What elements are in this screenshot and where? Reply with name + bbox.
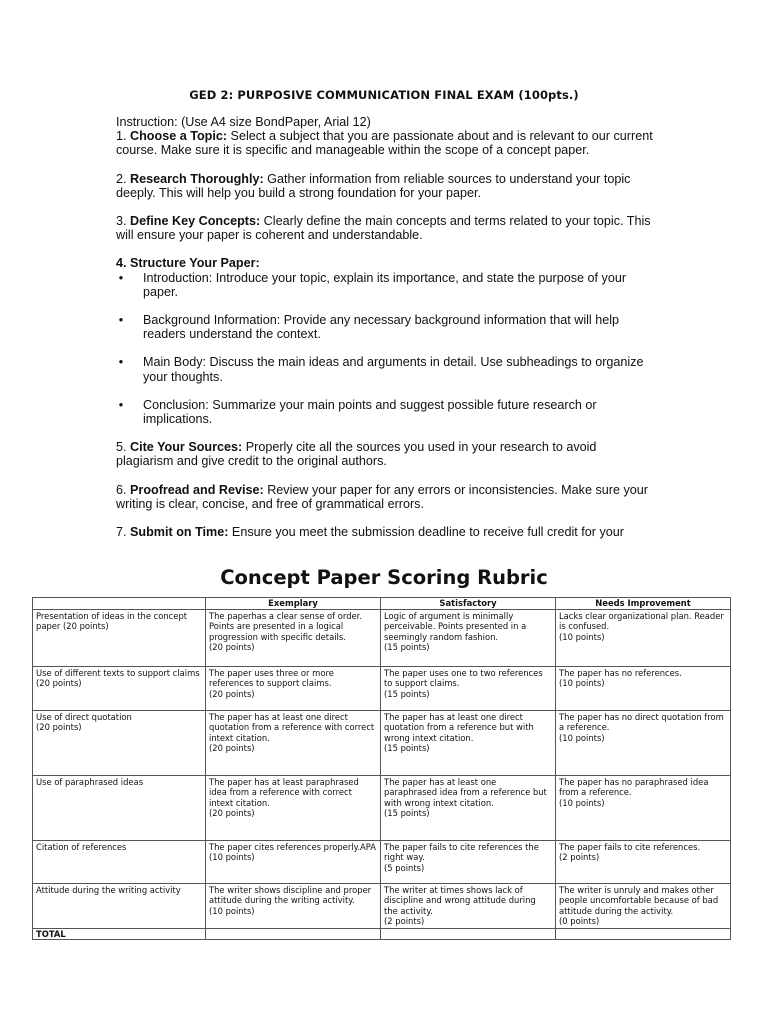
satisfactory-cell: The paper uses one to two references to support claims. (15 points) (381, 667, 556, 711)
total-row (33, 928, 731, 939)
criterion-cell: Citation of references (33, 841, 206, 884)
exemplary-cell: The paper has at least paraphrased idea from a reference with correct intext citation. (20 points) (206, 776, 381, 841)
total-label: TOTAL (33, 928, 206, 939)
satisfactory-cell: The writer at times shows lack of discipline and wrong attitude during the activity. (2 points) (381, 884, 556, 929)
bullet-conclusion: • Conclusion: Summarize your main points and suggest possible future research or implications. (116, 398, 656, 426)
bullet-background: • Background Information: Provide any necessary background information that will help readers understand the context. (116, 313, 656, 341)
satisfactory-cell: The paper has at least one direct quotation from a reference but with wrong intext citation. (15 points) (381, 711, 556, 776)
needs-improvement-cell: The paper has no direct quotation from a reference. (10 points) (556, 711, 731, 776)
table-row (33, 667, 731, 711)
satisfactory-cell: The paper fails to cite references the right way. (5 points) (381, 841, 556, 884)
table-row (33, 610, 731, 667)
satisfactory-cell: The paper has at least one paraphrased idea from a reference but with wrong intext citation. (15 points) (381, 776, 556, 841)
steps-list (116, 129, 656, 554)
step-1: 1. Choose a Topic: Select a subject that you are passionate about and is relevant to our current course. Make sure it is specific and manageable within the scope of a concept paper. (116, 129, 653, 158)
criterion-cell: Presentation of ideas in the concept paper (20 points) (33, 610, 206, 667)
exemplary-cell: The paperhas a clear sense of order. Points are presented in a logical progression with specific details. (20 points) (206, 610, 381, 667)
structure-bullets (116, 271, 656, 427)
exemplary-cell: The paper uses three or more references to support claims. (20 points) (206, 667, 381, 711)
exemplary-cell: The paper has at least one direct quotation from a reference with correct intext citation. (20 points) (206, 711, 381, 776)
header-satisfactory: Satisfactory (381, 598, 556, 610)
step-6: 6. Proofread and Revise: Review your paper for any errors or inconsistencies. Make sure your writing is clear, concise, and free of grammatical errors. (116, 482, 648, 511)
step-2: 2. Research Thoroughly: Gather information from reliable sources to understand your topic deeply. This will help you build a strong foundation for your paper. (116, 171, 631, 200)
criterion-cell: Attitude during the writing activity (33, 884, 206, 929)
needs-improvement-cell: The paper fails to cite references. (2 points) (556, 841, 731, 884)
satisfactory-cell: Logic of argument is minimally perceivable. Points presented in a seemingly random fashion. (15 points) (381, 610, 556, 667)
table-row (33, 711, 731, 776)
table-row (33, 841, 731, 884)
rubric-header-row (33, 598, 731, 610)
header-needs-improvement: Needs Improvement (556, 598, 731, 610)
total-satisfactory-cell (381, 928, 556, 939)
bullet-icon: • (118, 355, 124, 370)
bullet-main-body: • Main Body: Discuss the main ideas and arguments in detail. Use subheadings to organize your thoughts. (116, 355, 656, 383)
total-needs-improvement-cell (556, 928, 731, 939)
step-7: 7. Submit on Time: Ensure you meet the submission deadline to receive full credit for your (116, 525, 624, 540)
rubric-table (32, 597, 731, 940)
header-criterion (33, 598, 206, 610)
criterion-cell: Use of paraphrased ideas (33, 776, 206, 841)
needs-improvement-cell: The writer is unruly and makes other people uncomfortable because of bad attitude during the activity. (0 points) (556, 884, 731, 929)
instructions-section (116, 115, 656, 554)
bullet-icon: • (118, 397, 124, 412)
step-4: 4. Structure Your Paper: (116, 256, 260, 271)
criterion-cell: Use of direct quotation (20 points) (33, 711, 206, 776)
total-exemplary-cell (206, 928, 381, 939)
exam-title: GED 2: PURPOSIVE COMMUNICATION FINAL EXAM (100pts.) (189, 88, 579, 102)
table-row (33, 884, 731, 929)
rubric-title: Concept Paper Scoring Rubric (220, 566, 548, 589)
bullet-introduction: • Introduction: Introduce your topic, explain its importance, and state the purpose of your paper. (116, 271, 656, 299)
instruction-line: Instruction: (Use A4 size BondPaper, Arial 12) (116, 115, 371, 129)
exemplary-cell: The paper cites references properly.APA (10 points) (206, 841, 381, 884)
step-3: 3. Define Key Concepts: Clearly define the main concepts and terms related to your topic. This will ensure your paper is coherent and understandable. (116, 214, 651, 243)
needs-improvement-cell: The paper has no paraphrased idea from a reference. (10 points) (556, 776, 731, 841)
bullet-icon: • (118, 313, 124, 328)
needs-improvement-cell: The paper has no references. (10 points) (556, 667, 731, 711)
header-exemplary: Exemplary (206, 598, 381, 610)
criterion-cell: Use of different texts to support claims (20 points) (33, 667, 206, 711)
exemplary-cell: The writer shows discipline and proper attitude during the writing activity. (10 points) (206, 884, 381, 929)
bullet-icon: • (118, 270, 124, 285)
table-row (33, 776, 731, 841)
step-5: 5. Cite Your Sources: Properly cite all the sources you used in your research to avoid plagiarism and give credit to the original authors. (116, 440, 597, 469)
needs-improvement-cell: Lacks clear organizational plan. Reader is confused. (10 points) (556, 610, 731, 667)
